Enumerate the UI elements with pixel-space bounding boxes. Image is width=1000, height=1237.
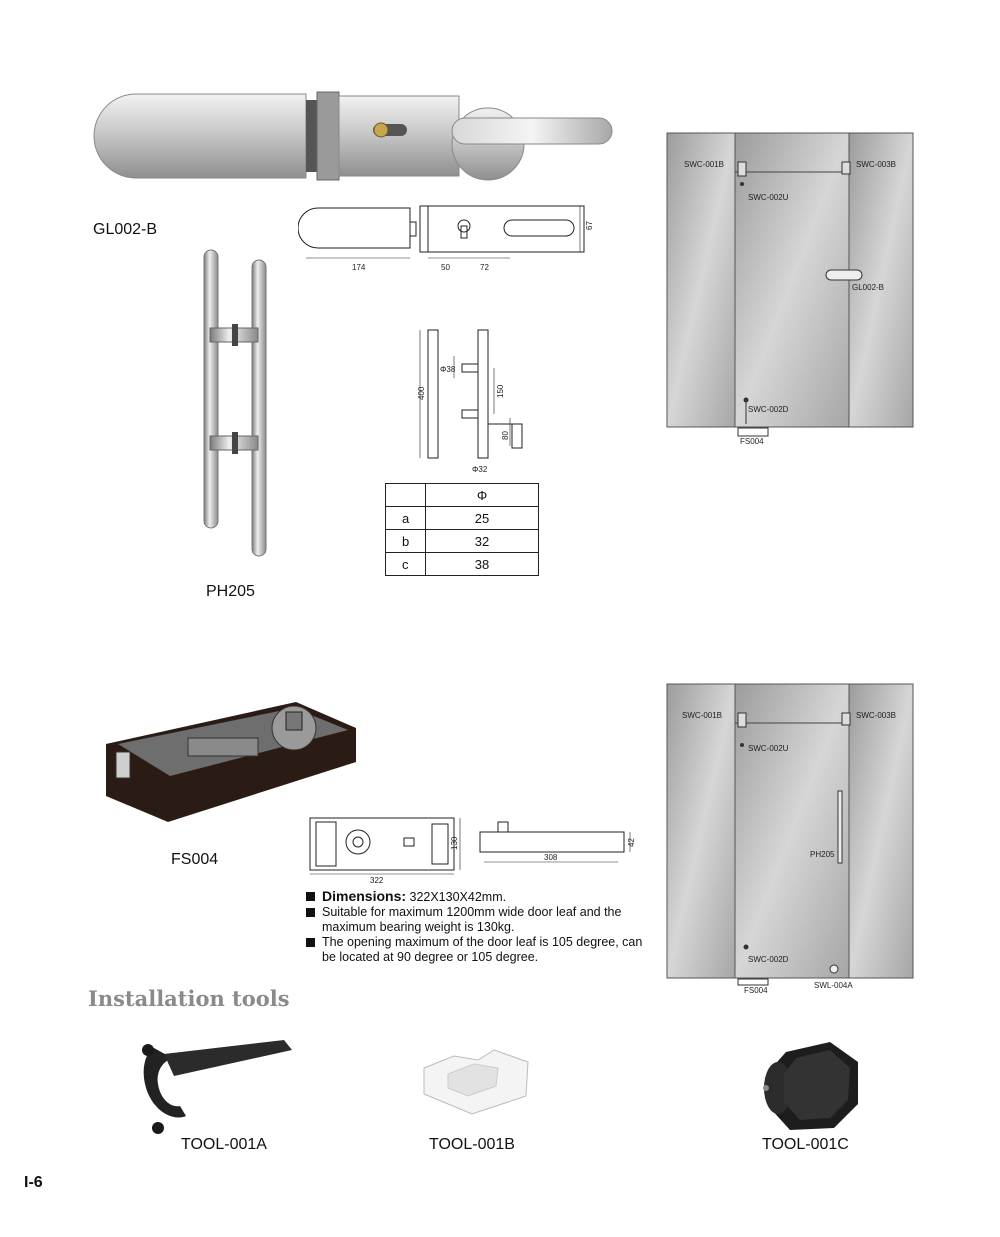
fs004-photo <box>98 692 358 824</box>
dim-150: 150 <box>496 384 505 398</box>
phi-table-corner <box>386 484 426 507</box>
dim-phi32: Φ32 <box>472 465 488 474</box>
dim-400: 400 <box>417 386 426 400</box>
dim-80: 80 <box>501 431 510 440</box>
dim-phi38: Φ38 <box>440 365 456 374</box>
tool-001c-photo <box>756 1038 866 1134</box>
dim-42: 42 <box>627 838 636 847</box>
label-gl002b: GL002-B <box>852 283 885 292</box>
label-swc002d: SWC-002D <box>748 955 789 964</box>
door-diagram-gl002b <box>666 132 916 448</box>
label-ph205: PH205 <box>810 850 835 859</box>
table-row <box>386 507 539 530</box>
label-swc001b: SWC-001B <box>684 160 725 169</box>
dimensions-value: 322X130X42mm. <box>406 890 507 904</box>
list-item <box>306 935 658 965</box>
tool-001b-photo <box>418 1046 532 1118</box>
phi-key: a <box>386 507 426 530</box>
tool-001a-photo <box>134 1036 296 1136</box>
label-fs004: FS004 <box>744 986 768 995</box>
spec-line: The opening maximum of the door leaf is 105 degree, can be located at 90 degree or 105 degree. <box>322 935 643 964</box>
label-swc003b: SWC-003B <box>856 711 897 720</box>
label-swc002d: SWC-002D <box>748 405 789 414</box>
ph205-dimension-drawing <box>408 324 558 476</box>
dim-67: 67 <box>585 221 594 230</box>
label-swc001b: SWC-001B <box>682 711 723 720</box>
list-item <box>306 889 658 905</box>
bullet-square-icon <box>306 938 315 947</box>
bullet-square-icon <box>306 892 315 901</box>
gl002b-dimension-drawing <box>298 200 598 276</box>
list-item <box>306 905 658 935</box>
tool-001a-label: TOOL-001A <box>181 1136 267 1153</box>
label-swc003b: SWC-003B <box>856 160 897 169</box>
dim-308: 308 <box>544 853 558 862</box>
phi-table <box>385 483 539 576</box>
dim-174: 174 <box>352 263 366 272</box>
dimensions-label: Dimensions: <box>322 888 407 904</box>
label-swc002u: SWC-002U <box>748 193 789 202</box>
door-diagram-ph205 <box>666 683 916 995</box>
table-row <box>386 553 539 576</box>
ph205-photo <box>196 244 276 560</box>
label-fs004: FS004 <box>740 437 764 446</box>
section-title: Installation tools <box>88 986 290 1011</box>
fs004-spec-list <box>306 889 658 965</box>
gl002b-label: GL002-B <box>93 221 158 238</box>
table-row <box>386 530 539 553</box>
label-swc002u: SWC-002U <box>748 744 789 753</box>
phi-value: 25 <box>426 507 539 530</box>
dim-130: 130 <box>450 836 459 850</box>
page-number: I-6 <box>24 1174 43 1191</box>
phi-key: c <box>386 553 426 576</box>
fs004-dimension-drawing <box>302 808 642 884</box>
tool-001b-label: TOOL-001B <box>429 1136 515 1153</box>
dim-50: 50 <box>441 263 450 272</box>
phi-value: 32 <box>426 530 539 553</box>
bullet-square-icon <box>306 908 315 917</box>
spec-line: Suitable for maximum 1200mm wide door leaf and the maximum bearing weight is 130kg. <box>322 905 622 934</box>
gl002b-photo <box>88 86 618 186</box>
tool-001c-label: TOOL-001C <box>762 1136 849 1153</box>
dim-322: 322 <box>370 876 384 884</box>
phi-value: 38 <box>426 553 539 576</box>
fs004-label: FS004 <box>171 851 219 868</box>
ph205-label: PH205 <box>206 583 255 600</box>
dim-72: 72 <box>480 263 489 272</box>
phi-key: b <box>386 530 426 553</box>
phi-header: Φ <box>426 484 539 507</box>
table-row <box>386 484 539 507</box>
label-swl004a: SWL-004A <box>814 981 853 990</box>
